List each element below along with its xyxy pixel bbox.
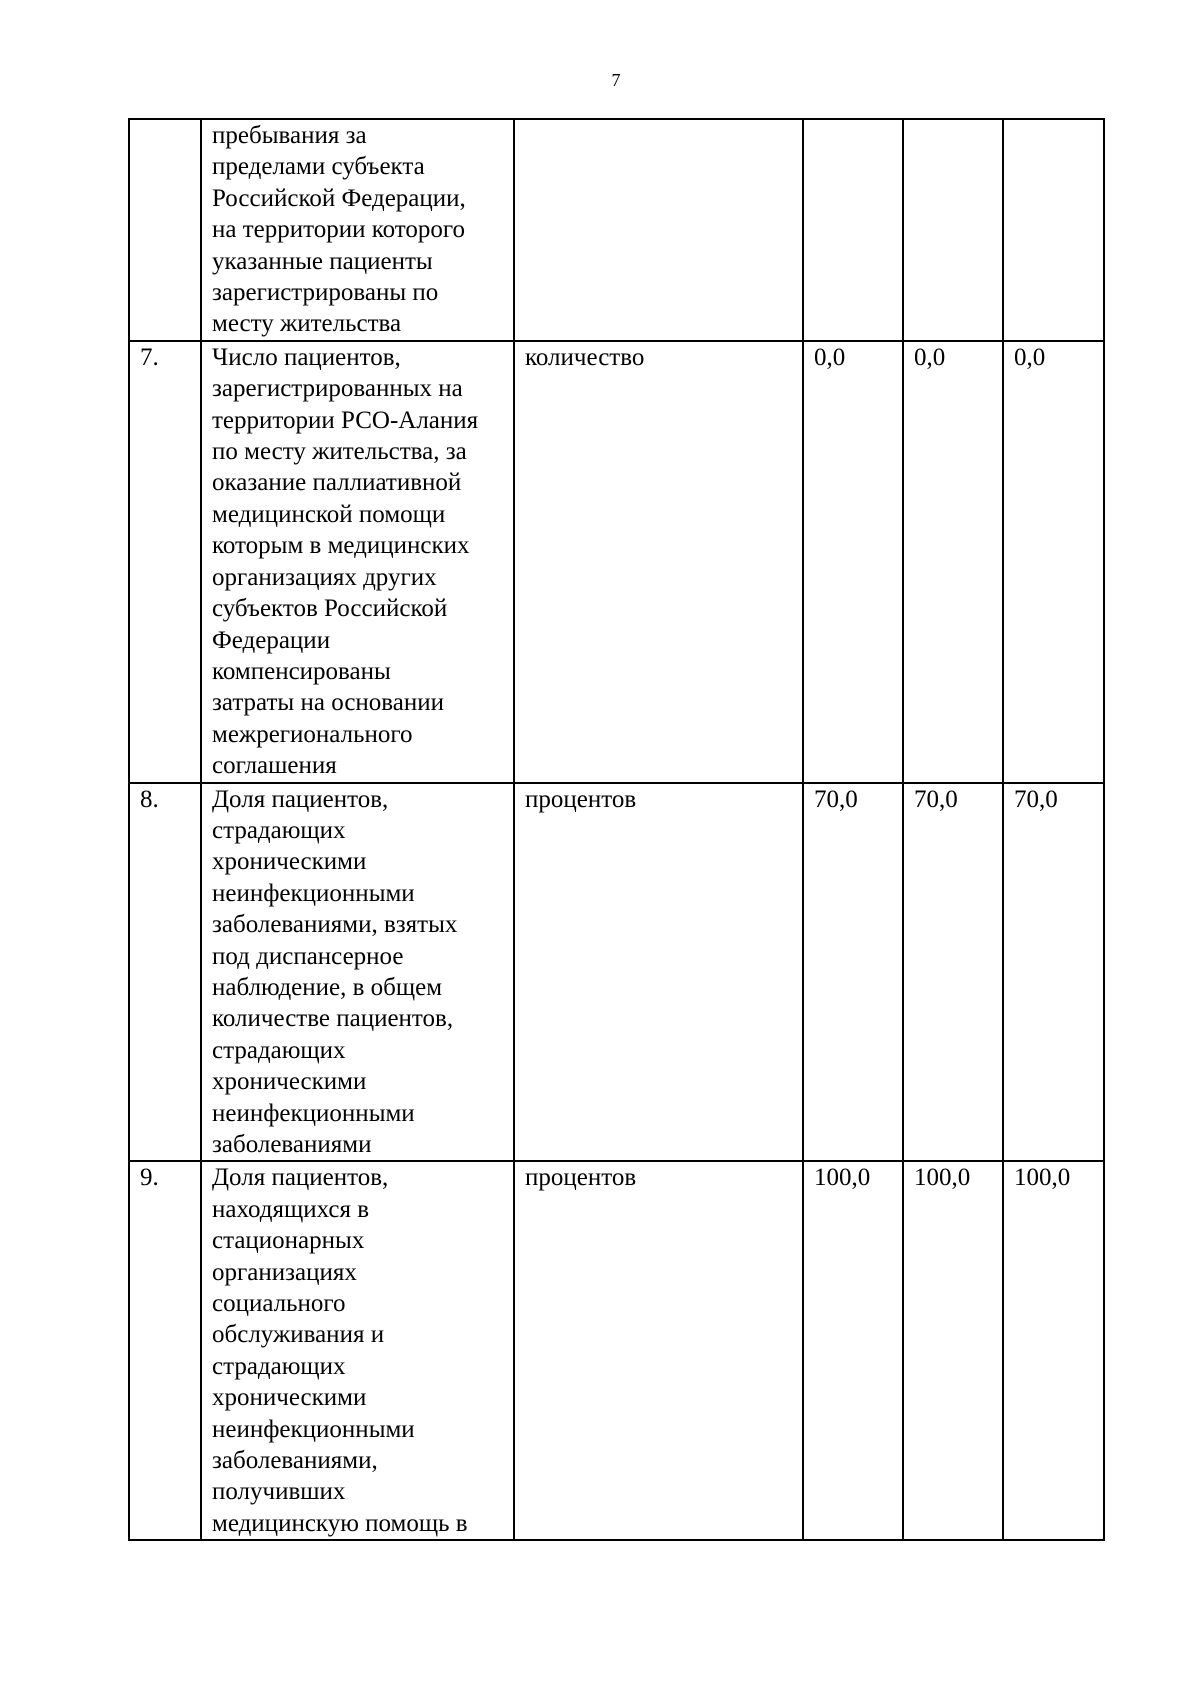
indicator-name-line: обслуживания и: [212, 1321, 385, 1349]
indicator-name-line: хроническими: [212, 1068, 367, 1096]
indicator-name-line: неинфекционными: [212, 879, 415, 907]
indicator-name-line: Федерации: [212, 626, 331, 654]
indicator-name-line: зарегистрированных на: [212, 375, 463, 403]
indicator-name-line: месту жительства: [212, 310, 402, 338]
unit-cell: процентов: [514, 1161, 803, 1540]
indicator-name-line: субъектов Российской: [212, 595, 448, 623]
indicator-name-line: организациях других: [212, 563, 437, 591]
indicator-name-line: страдающих: [212, 1036, 346, 1064]
indicator-name-line: Российской Федерации,: [212, 184, 466, 212]
value-cell-1: 100,0: [803, 1161, 903, 1540]
indicator-name-line: территории РСО-Алания: [212, 406, 479, 434]
indicator-name-line: страдающих: [212, 1352, 346, 1380]
indicator-name-line: наблюдение, в общем: [212, 973, 443, 1001]
indicators-table: [128, 118, 1105, 1541]
indicator-name-line: заболеваниями, взятых: [212, 911, 458, 939]
indicator-name-line: Доля пациентов,: [212, 785, 389, 813]
indicator-name-line: заболеваниями,: [212, 1447, 378, 1475]
indicator-name-line: зарегистрированы по: [212, 279, 439, 307]
indicator-name-line: затраты на основании: [212, 689, 445, 717]
indicator-name-line: стационарных: [212, 1227, 365, 1255]
indicators-table-body: [129, 119, 1104, 1540]
table-row: [129, 783, 1104, 1162]
row-number-cell: 8.: [129, 783, 201, 1162]
value-cell-2: [903, 119, 1003, 341]
indicator-name-line: под диспансерное: [212, 942, 404, 970]
unit-cell: количество: [514, 341, 803, 783]
indicator-name-line: неинфекционными: [212, 1415, 415, 1443]
value-cell-2: 70,0: [903, 783, 1003, 1162]
indicator-name-line: получивших: [212, 1478, 346, 1506]
row-number-cell: 7.: [129, 341, 201, 783]
indicator-name-line: Доля пациентов,: [212, 1164, 389, 1192]
value-cell-3: [1003, 119, 1104, 341]
indicator-name-line: медицинской помощи: [212, 500, 446, 528]
value-cell-1: [803, 119, 903, 341]
value-cell-3: 100,0: [1003, 1161, 1104, 1540]
row-number-cell: 9.: [129, 1161, 201, 1540]
indicator-name-line: страдающих: [212, 816, 346, 844]
indicator-name-line: заболеваниями: [212, 1131, 372, 1158]
table-row: [129, 1161, 1104, 1540]
indicator-name-line: компенсированы: [212, 657, 391, 685]
indicator-name-line: пределами субъекта: [212, 153, 425, 181]
indicator-name-line: организациях: [212, 1258, 357, 1286]
indicator-name-line: хроническими: [212, 1384, 367, 1412]
indicator-name-line: межрегионального: [212, 720, 413, 748]
indicator-name-line: указанные пациенты: [212, 247, 433, 275]
indicator-name-line: которым в медицинских: [212, 532, 470, 560]
indicator-name-cell: [201, 1161, 514, 1540]
indicator-name-line: социального: [212, 1290, 346, 1318]
unit-cell: [514, 119, 803, 341]
row-number-cell: [129, 119, 201, 341]
value-cell-2: 0,0: [903, 341, 1003, 783]
indicator-name-cell: [201, 119, 514, 341]
value-cell-1: 70,0: [803, 783, 903, 1162]
indicator-name-line: по месту жительства, за: [212, 438, 467, 466]
value-cell-3: 0,0: [1003, 341, 1104, 783]
indicator-name-line: количестве пациентов,: [212, 1005, 454, 1033]
unit-cell: процентов: [514, 783, 803, 1162]
table-row: [129, 341, 1104, 783]
table-row: [129, 119, 1104, 341]
indicator-name-line: находящихся в: [212, 1195, 370, 1223]
value-cell-3: 70,0: [1003, 783, 1104, 1162]
page-number: 7: [611, 70, 621, 90]
indicator-name-line: неинфекционными: [212, 1099, 415, 1127]
indicator-name-line: хроническими: [212, 848, 367, 876]
value-cell-1: 0,0: [803, 341, 903, 783]
indicator-name-line: соглашения: [212, 752, 337, 780]
indicator-name-line: на территории которого: [212, 216, 466, 244]
indicator-name-cell: [201, 783, 514, 1162]
indicator-name-line: Число пациентов,: [212, 343, 401, 371]
value-cell-2: 100,0: [903, 1161, 1003, 1540]
indicator-name-line: оказание паллиативной: [212, 469, 462, 497]
indicator-name-line: медицинскую помощь в: [212, 1509, 468, 1537]
indicator-name-cell: [201, 341, 514, 783]
indicator-name-line: пребывания за: [212, 122, 367, 149]
